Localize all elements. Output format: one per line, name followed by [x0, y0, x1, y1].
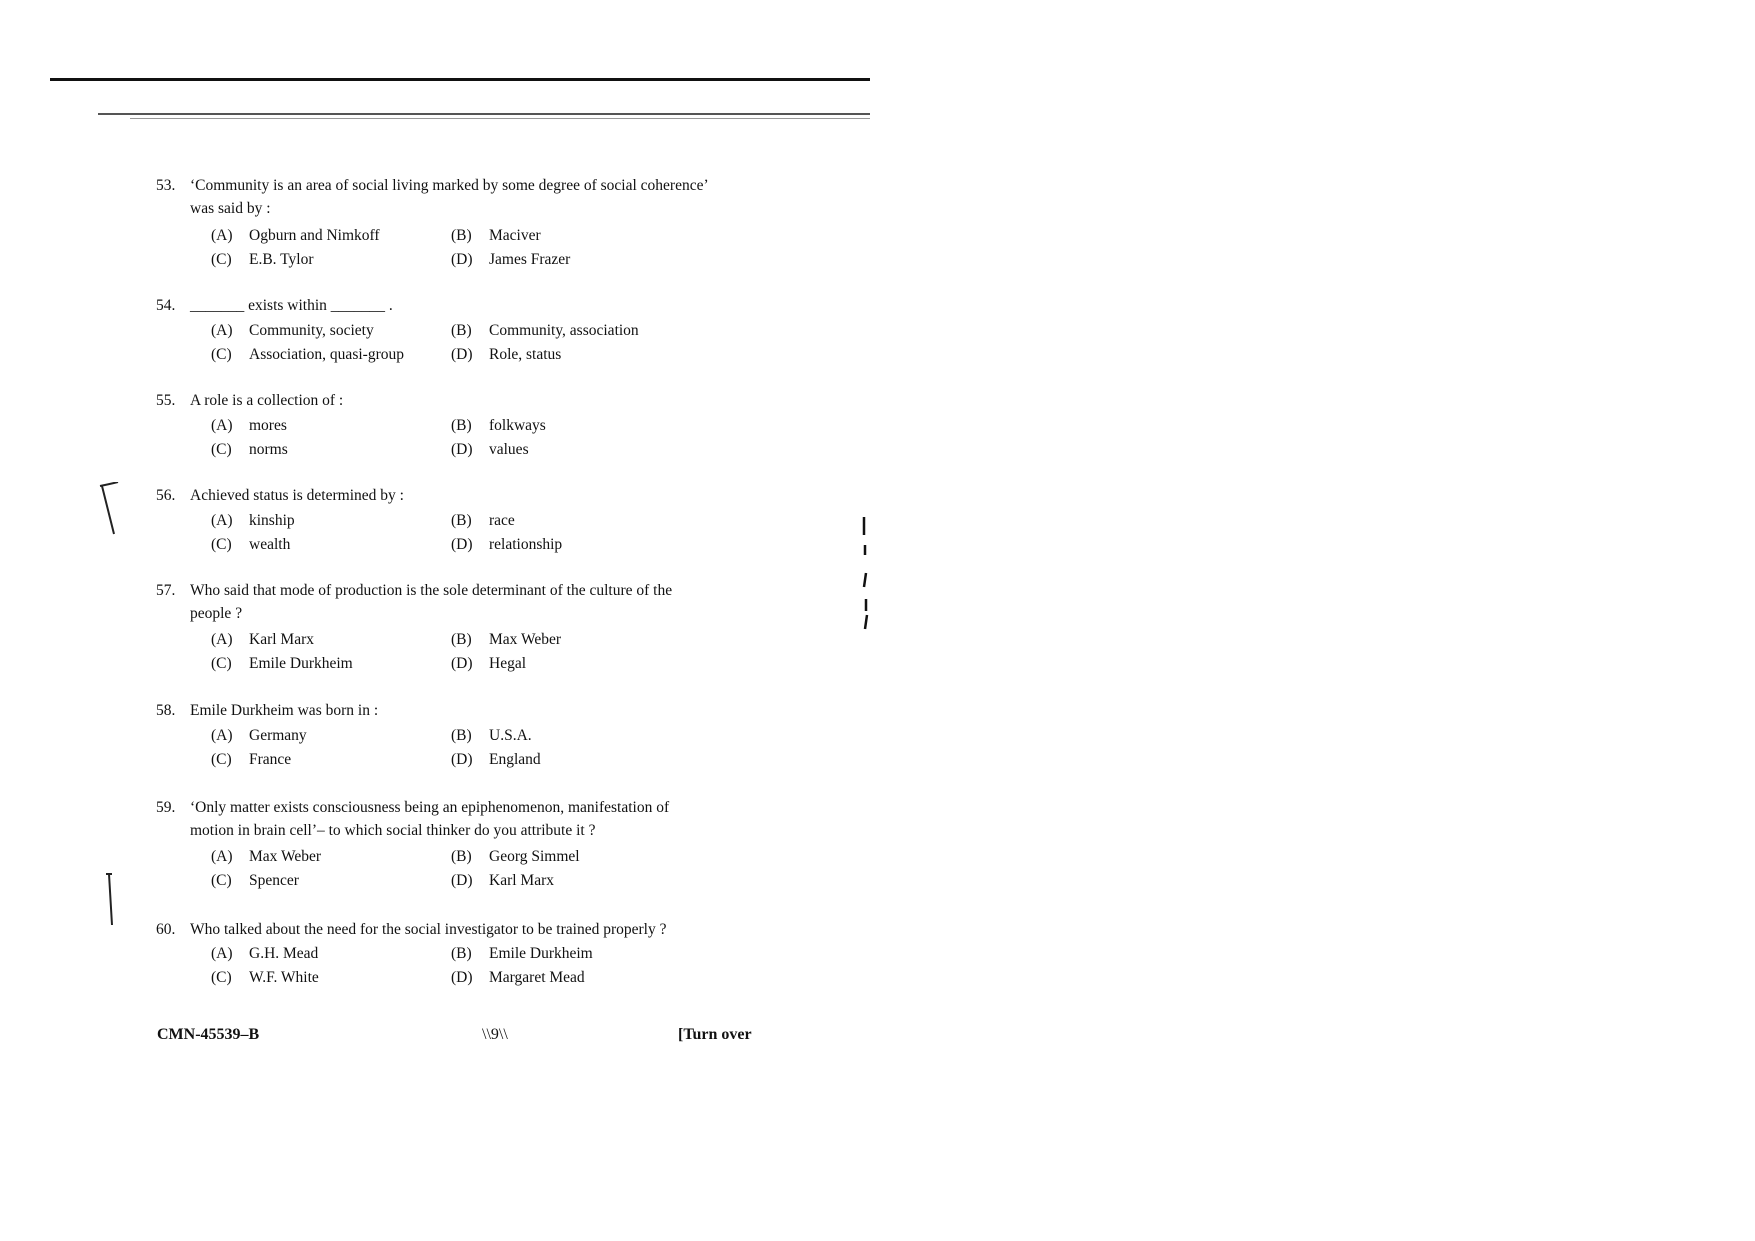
question-number: 59. [156, 799, 176, 816]
edge-scan-mark [858, 515, 874, 635]
option [451, 966, 585, 989]
option-label: (B) [451, 848, 472, 865]
option-text: relationship [489, 536, 563, 553]
option-text: race [489, 512, 515, 529]
option-label: (D) [451, 969, 473, 986]
option-text: Spencer [249, 872, 299, 889]
option-text: Karl Marx [249, 631, 314, 648]
option [451, 845, 580, 868]
option-label: (D) [451, 751, 473, 768]
option-text: France [249, 751, 292, 768]
question-stem: Achieved status is determined by : [190, 487, 404, 504]
option-label: (C) [211, 251, 232, 268]
option-label: (C) [211, 346, 232, 363]
option-text: W.F. White [249, 969, 319, 986]
option [451, 748, 541, 771]
question-number: 60. [156, 921, 176, 938]
option-label: (D) [451, 872, 473, 889]
option [211, 438, 288, 461]
option [451, 942, 593, 965]
option [211, 724, 307, 747]
option [451, 438, 529, 461]
option [211, 869, 299, 892]
question-stem: _______ exists within _______ . [190, 297, 393, 314]
option-text: norms [249, 441, 288, 458]
option-text: Association, quasi-group [249, 346, 404, 363]
option-text: kinship [249, 512, 295, 529]
option-text: E.B. Tylor [249, 251, 314, 268]
option-label: (B) [451, 417, 472, 434]
margin-pen-mark [100, 870, 120, 930]
option-text: Georg Simmel [489, 848, 580, 865]
question-number: 58. [156, 702, 176, 719]
option-label: (A) [211, 945, 233, 962]
option-text: G.H. Mead [249, 945, 319, 962]
option-text: wealth [249, 536, 291, 553]
option-label: (D) [451, 346, 473, 363]
option-label: (A) [211, 631, 233, 648]
option-text: mores [249, 417, 287, 434]
option-label: (A) [211, 848, 233, 865]
option-text: Max Weber [489, 631, 562, 648]
paper-code: CMN-45539–B [157, 1026, 260, 1043]
option-text: Community, society [249, 322, 374, 339]
option [451, 628, 561, 651]
option-label: (C) [211, 969, 232, 986]
question-stem: Who said that mode of production is the sole determinant of the culture of the people ? [190, 582, 673, 622]
question-stem: A role is a collection of : [190, 392, 344, 409]
header-rule-faint [130, 118, 870, 119]
option [211, 942, 318, 965]
option-label: (D) [451, 536, 473, 553]
option-text: folkways [489, 417, 546, 434]
option-label: (A) [211, 417, 233, 434]
question-number: 56. [156, 487, 176, 504]
option [211, 652, 353, 675]
option-text: Karl Marx [489, 872, 554, 889]
option-label: (D) [451, 655, 473, 672]
option [451, 414, 546, 437]
option-label: (D) [451, 441, 473, 458]
option-text: Margaret Mead [489, 969, 585, 986]
option-label: (B) [451, 512, 472, 529]
option [211, 966, 319, 989]
option-text: James Frazer [489, 251, 571, 268]
option-label: (B) [451, 631, 472, 648]
option-text: Germany [249, 727, 307, 744]
option [451, 248, 570, 271]
question-number: 55. [156, 392, 176, 409]
option-text: Community, association [489, 322, 639, 339]
option [211, 509, 295, 532]
question-stem: ‘Only matter exists consciousness being an epiphenomenon, manifestation of motion in brain cell’– to which social thinker do you attribute it ? [190, 799, 670, 839]
option [211, 533, 290, 556]
option-text: Maciver [489, 227, 541, 244]
question-number: 57. [156, 582, 176, 599]
option-label: (B) [451, 322, 472, 339]
option-label: (B) [451, 945, 472, 962]
option [211, 628, 314, 651]
option [211, 224, 380, 247]
option-text: Max Weber [249, 848, 322, 865]
question-number: 53. [156, 177, 176, 194]
option-label: (C) [211, 441, 232, 458]
option-label: (C) [211, 655, 232, 672]
option-text: values [489, 441, 529, 458]
option-label: (A) [211, 512, 233, 529]
option-label: (C) [211, 536, 232, 553]
option [211, 845, 321, 868]
page-number: \\9\\ [482, 1026, 508, 1043]
option-text: Emile Durkheim [489, 945, 593, 962]
question-stem: Who talked about the need for the social investigator to be trained properly ? [190, 921, 667, 938]
option-label: (C) [211, 872, 232, 889]
option [211, 248, 314, 271]
question-stem: Emile Durkheim was born in : [190, 702, 379, 719]
option-text: Hegal [489, 655, 527, 672]
option [211, 343, 404, 366]
turn-over-note: [Turn over [678, 1026, 752, 1043]
option-label: (A) [211, 322, 233, 339]
option-label: (A) [211, 727, 233, 744]
option [451, 652, 526, 675]
option [451, 724, 532, 747]
question-stem: ‘Community is an area of social living marked by some degree of social coherence’ was said by : [190, 177, 708, 217]
option-text: U.S.A. [489, 727, 532, 744]
margin-pen-mark [96, 482, 126, 542]
option-label: (D) [451, 251, 473, 268]
option-label: (B) [451, 727, 472, 744]
header-rule [50, 78, 870, 81]
option [451, 533, 562, 556]
option [211, 748, 291, 771]
option [211, 414, 287, 437]
option-text: Ogburn and Nimkoff [249, 227, 380, 244]
option-text: Emile Durkheim [249, 655, 353, 672]
option-text: England [489, 751, 541, 768]
option-label: (C) [211, 751, 232, 768]
option [451, 343, 561, 366]
header-rule-secondary [98, 113, 870, 115]
option [451, 319, 639, 342]
option [451, 509, 515, 532]
option [211, 319, 374, 342]
option-label: (B) [451, 227, 472, 244]
option [451, 869, 554, 892]
question-number: 54. [156, 297, 176, 314]
option-text: Role, status [489, 346, 562, 363]
option-label: (A) [211, 227, 233, 244]
option [451, 224, 541, 247]
